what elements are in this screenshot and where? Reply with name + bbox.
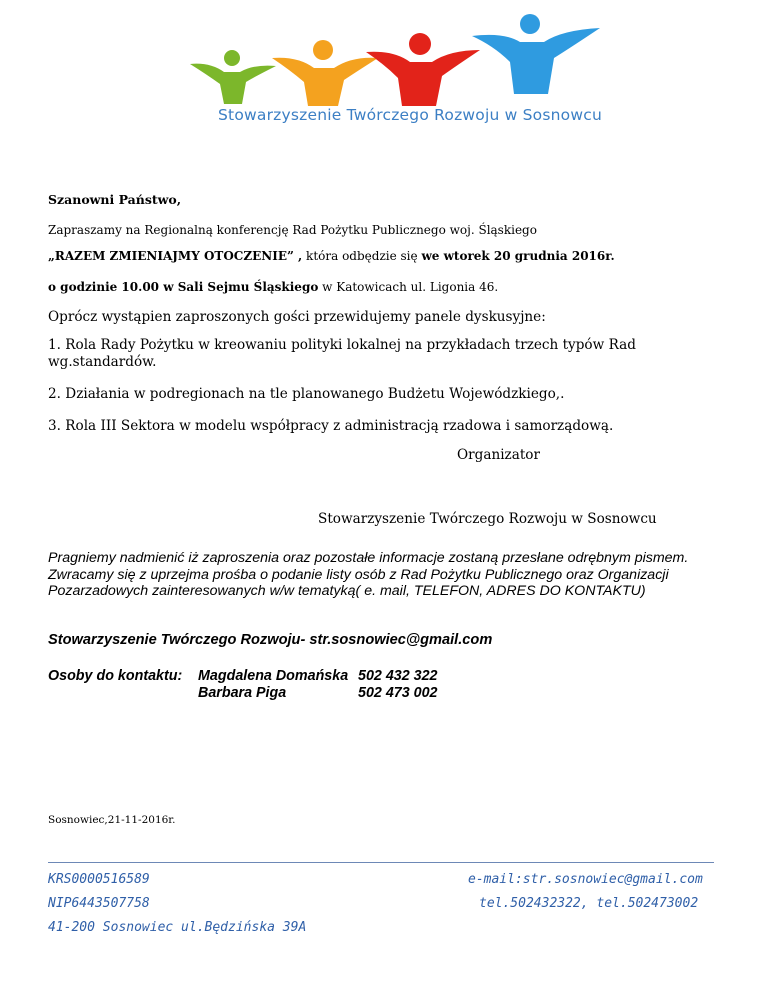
panel-item-1 <box>48 337 636 371</box>
footer-phones: tel.502432322, tel.502473002 <box>479 896 699 911</box>
contacts-label: Osoby do kontaktu: <box>48 668 183 684</box>
panel-item-2: 2. Działania w podregionach na tle planowanego Budżetu Wojewódzkiego,. <box>48 386 565 402</box>
contact-1-name: Magdalena Domańska <box>198 668 349 684</box>
contact-1-phone: 502 432 322 <box>358 668 438 684</box>
organizer-name: Stowarzyszenie Twórczego Rozwoju w Sosnowcu <box>318 511 657 527</box>
invitation-time-line <box>48 280 498 294</box>
notice-paragraph: Pragniemy nadmienić iż zaproszenia oraz pozostałe informacje zostaną przesłane odrębnym pismem. Zwracamy się z uprzejma prośba o podanie listy osób z Rad Pożytku Publicznego oraz Organizacji Pozarzadowych zainteresowanych w/w tematyką( e. mail, TELEFON, ADRES DO KONTAKTU) <box>48 550 689 599</box>
conference-date: we wtorek 20 grudnia 2016r. <box>421 249 615 263</box>
logo-text: Stowarzyszenie Twórczego Rozwoju w Sosnowcu <box>218 106 602 124</box>
conference-place: w Katowicach ul. Ligonia 46. <box>318 280 499 294</box>
invitation-title-line <box>48 249 615 263</box>
footer-divider <box>48 862 714 863</box>
panel-item-3: 3. Rola III Sektora w modelu współpracy z administracją rzadowa i samorządową. <box>48 418 614 434</box>
invitation-connector: która odbędzie się <box>302 249 422 263</box>
footer-email: e-mail:str.sosnowiec@gmail.com <box>468 872 703 887</box>
conference-time: o godzinie 10.00 w Sali Sejmu Śląskiego <box>48 280 319 294</box>
organization-logo <box>180 14 640 132</box>
letter-date: Sosnowiec,21-11-2016r. <box>48 814 176 826</box>
footer-nip: NIP6443507758 <box>48 896 150 911</box>
invitation-line: Zapraszamy na Regionalną konferencję Rad Pożytku Publicznego woj. Śląskiego <box>48 223 537 237</box>
organizer-label: Organizator <box>457 447 540 463</box>
panel-item-1-line-b: wg.standardów. <box>48 354 157 370</box>
organization-email-line: Stowarzyszenie Twórczego Rozwoju- str.sosnowiec@gmail.com <box>48 632 493 648</box>
panel-item-1-line-a: 1. Rola Rady Pożytku w kreowaniu polityki lokalnej na przykładach trzech typów Rad <box>48 337 636 353</box>
contact-persons <box>48 668 468 702</box>
contact-2-name: Barbara Piga <box>198 685 287 701</box>
footer-krs: KRS0000516589 <box>48 872 150 887</box>
footer-address: 41-200 Sosnowiec ul.Będzińska 39A <box>48 920 307 935</box>
conference-title: „RAZEM ZMIENIAJMY OTOCZENIE” , <box>48 249 303 263</box>
contact-2-phone: 502 473 002 <box>358 685 438 701</box>
panels-intro: Oprócz wystąpien zaproszonych gości przewidujemy panele dyskusyjne: <box>48 309 546 325</box>
salutation: Szanowni Państwo, <box>48 192 182 207</box>
four-people-figures-logo-icon <box>180 14 640 106</box>
